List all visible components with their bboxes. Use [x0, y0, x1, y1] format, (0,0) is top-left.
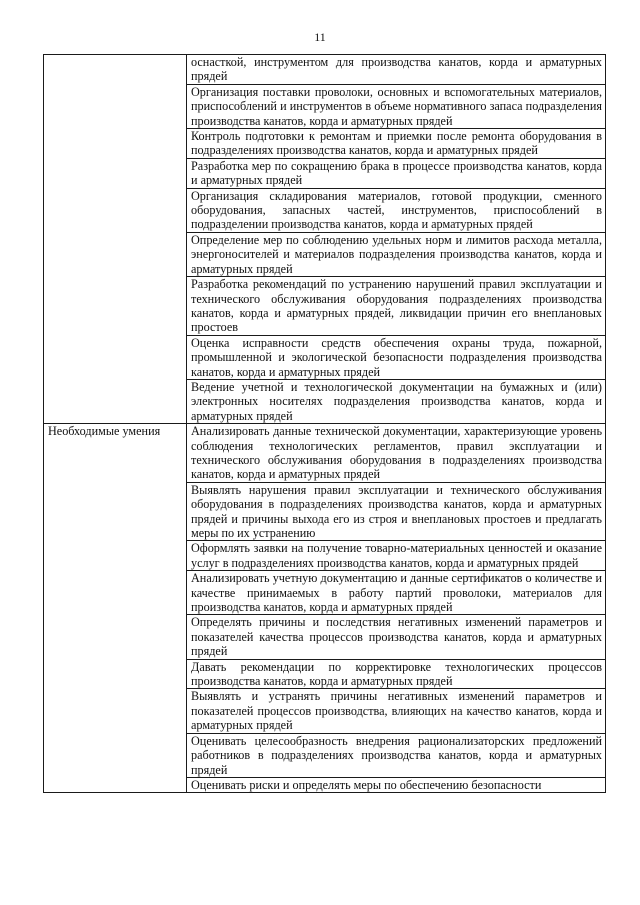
table-cell-skill: Оформлять заявки на получение товарно-материальных ценностей и оказание услуг в подразделениях производства канатов, корда и арматурных прядей	[187, 541, 606, 571]
table-cell-labor-action: оснасткой, инструментом для производства канатов, корда и арматурных прядей	[187, 55, 606, 85]
table-cell-labor-action: Определение мер по соблюдению удельных норм и лимитов расхода металла, энергоносителей и материалов подразделения производства канатов, корда и арматурных прядей	[187, 232, 606, 276]
table-cell-labor-action: Ведение учетной и технологической документации на бумажных и (или) электронных носителях подразделения производства канатов, корда и арматурных прядей	[187, 379, 606, 423]
table-cell-skill	[187, 777, 606, 792]
table-cell-skill: Анализировать учетную документацию и данные сертификатов о количестве и качестве принимаемых в работу партий проволоки, материалов для производства канатов, корда и арматурных прядей	[187, 571, 606, 615]
competency-table	[43, 54, 606, 793]
page-number: 11	[314, 30, 326, 44]
table-cell-skill: Выявлять нарушения правил эксплуатации и технического обслуживания оборудования в подразделениях производства канатов, корда и арматурных прядей и причины выхода его из строя и внеплановых простоев и предлагать меры по их устранению	[187, 482, 606, 541]
table-cell-skill: Давать рекомендации по корректировке технологических процессов производства канатов, корда и арматурных прядей	[187, 659, 606, 689]
table-cell-skill: Определять причины и последствия негативных изменений параметров и показателей качества процессов производства канатов, корда и арматурных прядей	[187, 615, 606, 659]
table-cell-labor-action: Контроль подготовки к ремонтам и приемки после ремонта оборудования в подразделениях производства канатов, корда и арматурных прядей	[187, 129, 606, 159]
table-cell-labor-action: Организация складирования материалов, готовой продукции, сменного оборудования, запасных частей, инструментов, приспособлений в подразделении производства канатов, корда и арматурных прядей	[187, 188, 606, 232]
table-cell-labor-action: Разработка рекомендаций по устранению нарушений правил эксплуатации и технического обслуживания оборудования подразделениях производства канатов, корда и арматурных прядей, ликвидации причин его внеплановых простоев	[187, 277, 606, 336]
table-cell-labor-action: Организация поставки проволоки, основных и вспомогательных материалов, приспособлений и инструментов в объеме нормативного запаса подразделения производства канатов, корда и арматурных прядей	[187, 84, 606, 128]
table-cell-labor-action: Оценка исправности средств обеспечения охраны труда, пожарной, промышленной и экологической безопасности подразделения производства канатов, корда и арматурных прядей	[187, 335, 606, 379]
table-cell-labor-action: Разработка мер по сокращению брака в процессе производства канатов, корда и арматурных прядей	[187, 158, 606, 188]
table-cell-skill: Выявлять и устранять причины негативных изменений параметров и показателей процессов производства, влияющих на качество канатов, корда и арматурных прядей	[187, 689, 606, 733]
section-label-empty	[44, 55, 187, 424]
section-label-skills: Необходимые умения	[44, 424, 187, 793]
table-cell-skill: Анализировать данные технической документации, характеризующие уровень соблюдения технологических регламентов, правил эксплуатации и технического обслуживания оборудования в подразделениях производства канатов, корда и арматурных прядей	[187, 424, 606, 483]
table-row	[44, 424, 606, 483]
table-row	[44, 55, 606, 85]
table-cell-skill: Оценивать целесообразность внедрения рационализаторских предложений работников в подразделениях производства канатов, корда и арматурных прядей	[187, 733, 606, 777]
table-cell-skill-text: Оценивать риски и определять меры по обеспечению безопасности	[191, 777, 542, 792]
